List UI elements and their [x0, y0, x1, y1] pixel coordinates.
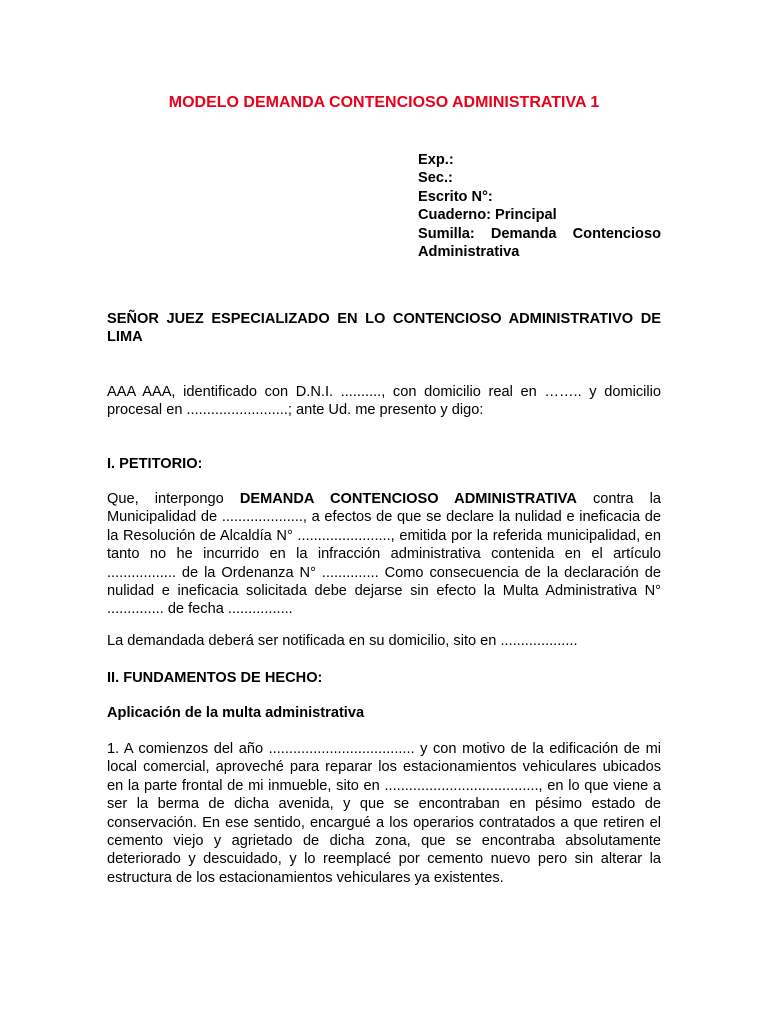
case-header-block: [418, 151, 661, 261]
escrito-field: Escrito N°:: [418, 188, 493, 205]
sumilla-field-line2: Administrativa: [418, 244, 520, 261]
fundamentos-heading: II. FUNDAMENTOS DE HECHO:: [107, 670, 323, 686]
petitorio-bold-phrase: DEMANDA CONTENCIOSO ADMINISTRATIVA: [239, 491, 577, 507]
secretario-field: Sec.:: [418, 170, 453, 187]
petitorio-paragraph: [107, 490, 661, 619]
cuaderno-field: Cuaderno: Principal: [418, 207, 557, 224]
multa-subheading: Aplicación de la multa administrativa: [107, 705, 365, 721]
petitorio-rest: contra la Municipalidad de ...................., a efectos de que se declare la nulidad e ineficacia de la Resolución de Alcaldía N° ......................., emitida por la referida municipalidad, en tanto no he incurrido en la infracción administrativa contenida en el artículo ................. de la Ordenanza N° .............. Como consecuencia de la declaración de nulidad e ineficacia solicitada debe dejarse sin efecto la Multa Administrativa N° .............. de fecha ................: [107, 491, 661, 618]
fundamento-point-1: 1. A comienzos del año .................................... y con motivo de la edificación de mi local comercial, aproveché para reparar los estacionamientos vehiculares ubicados en la parte frontal de mi inmueble, sito en ......................................, en lo que viene a ser la berma de dicha avenida, y que se encontraban en pésimo estado de conservación. En ese sentido, encargué a los operarios contratados a que retiren el cemento viejo y agrietado de dicha zona, que se encontraba absolutamente deteriorado y descuidado, y lo reemplacé por cemento nuevo pero sin alterar la estructura de los estacionamientos vehiculares ya existentes.: [107, 741, 661, 886]
petitorio-heading: I. PETITORIO:: [107, 456, 203, 472]
expediente-field: Exp.:: [418, 152, 454, 168]
petitorio-lead: Que, interpongo: [107, 491, 240, 507]
document-title: MODELO DEMANDA CONTENCIOSO ADMINISTRATIVA 1: [168, 94, 600, 111]
intro-paragraph: AAA AAA, identificado con D.N.I. .........., con domicilio real en …….. y domicilio procesal en .........................; ante Ud. me presento y digo:: [107, 384, 661, 419]
notificacion-paragraph: La demandada deberá ser notificada en su domicilio, sito en ...................: [107, 633, 578, 649]
sumilla-field-line1: Sumilla: Demanda Contencioso: [418, 225, 661, 242]
addressee: SEÑOR JUEZ ESPECIALIZADO EN LO CONTENCIOSO ADMINISTRATIVO DE LIMA: [107, 311, 661, 346]
